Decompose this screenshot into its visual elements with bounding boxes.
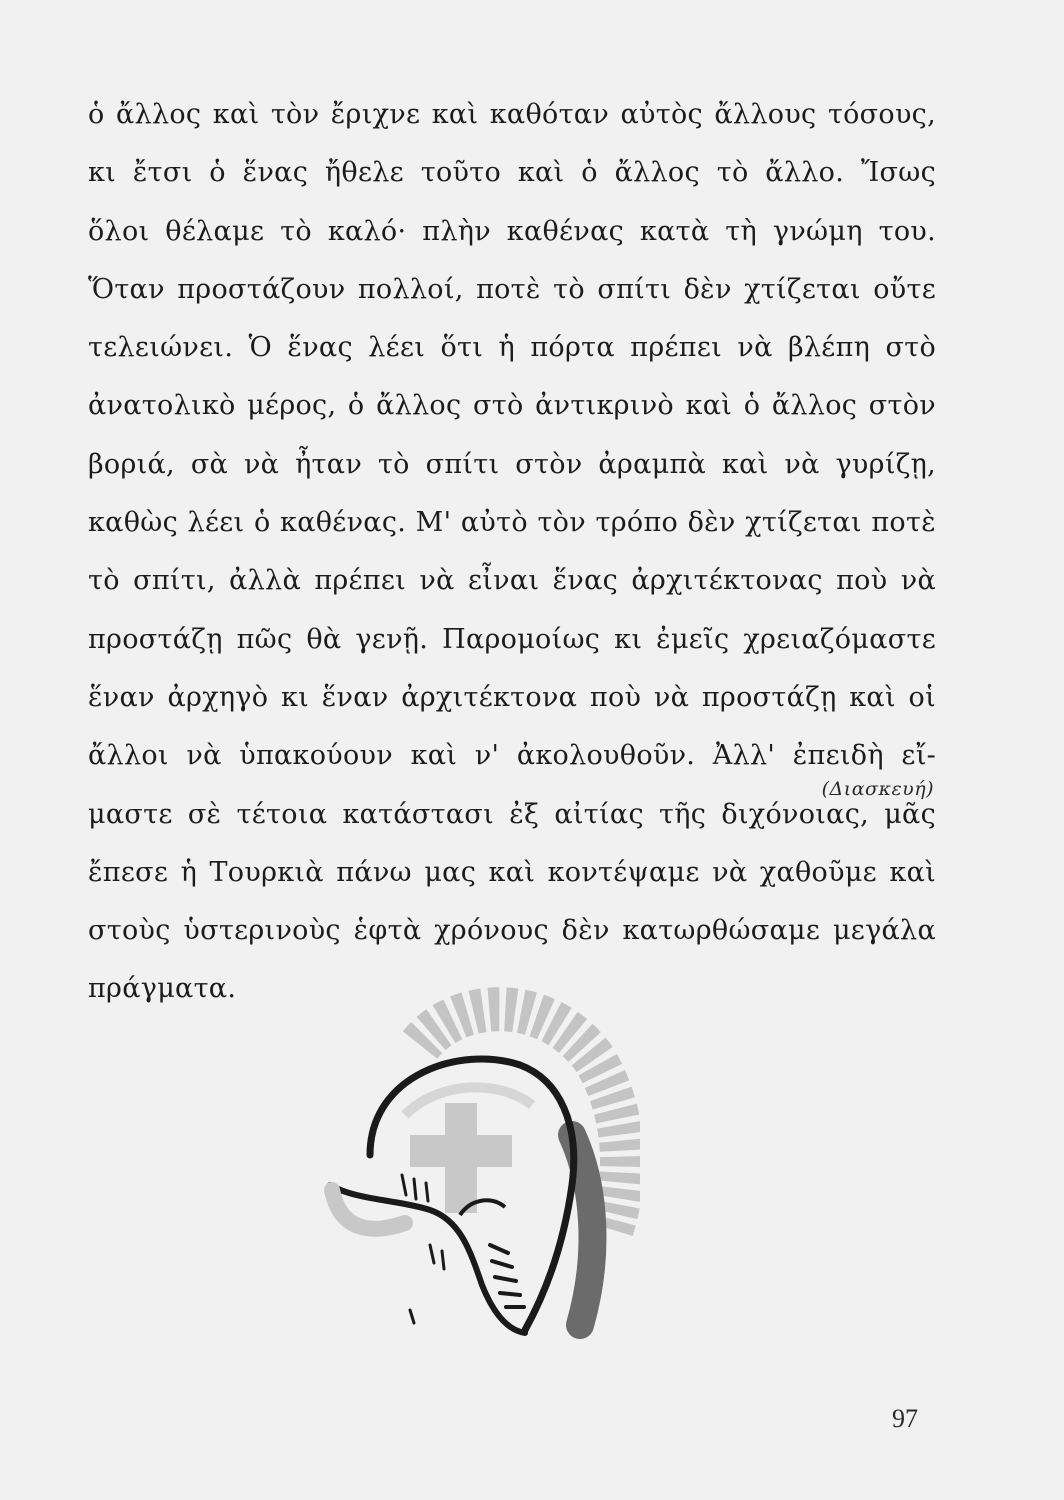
text-line: καθὼς λέει ὁ καθένας. Μ' αὐτὸ τὸν τρόπο δὲν χτίζεται ποτὲ <box>88 507 936 539</box>
page-number: 97 <box>892 1404 918 1433</box>
text-line: τελειώνει. Ὁ ἕνας λέει ὅτι ἡ πόρτα πρέπει νὰ βλέπη στὸ <box>88 332 936 364</box>
corinthian-helmet-with-cross-icon <box>310 985 640 1365</box>
main-paragraph <box>88 86 936 1019</box>
text-line: ὁ ἄλλος καὶ τὸν ἔριχνε καὶ καθόταν αὐτὸς ἄλλους τόσους, <box>88 99 936 130</box>
cross-emblem <box>410 1103 512 1213</box>
text-line: τὸ σπίτι, ἀλλὰ πρέπει νὰ εἶναι ἕνας ἀρχιτέκτονας ποὺ νὰ <box>88 565 936 597</box>
text-line: στοὺς ὑστερινοὺς ἑφτὰ χρόνους δὲν κατωρθώσαμε μεγάλα <box>88 915 936 947</box>
text-line: ὅλοι θέλαμε τὸ καλό· πλὴν καθένας κατὰ τὴ γνώμη του. <box>88 215 936 247</box>
text-line: ἔπεσε ἡ Τουρκιὰ πάνω μας καὶ κοντέψαμε νὰ χαθοῦμε καὶ <box>88 856 936 888</box>
text-line: ἄλλοι νὰ ὑπακούουν καὶ ν' ἀκολουθοῦν. Ἀλλ' ἐπειδὴ εἴ- <box>88 740 936 772</box>
text-line: Ὅταν προστάζουν πολλοί, ποτὲ τὸ σπίτι δὲν χτίζεται οὔτε <box>88 273 936 305</box>
text-line: πράγματα. <box>88 973 237 1005</box>
text-line: βοριά, σὰ νὰ ἦταν τὸ σπίτι στὸν ἀραμπὰ καὶ νὰ γυρίζῃ, <box>88 448 936 480</box>
cheek-guard <box>330 1185 525 1333</box>
text-line: ἕναν ἀρχηγὸ κι ἕναν ἀρχιτέκτονα ποὺ νὰ προστάζῃ καὶ οἱ <box>88 681 936 713</box>
text-line: προστάζῃ πῶς θὰ γενῇ. Παρομοίως κι ἐμεῖς χρειαζόμαστε <box>88 623 936 655</box>
text-line: κι ἔτσι ὁ ἕνας ἤθελε τοῦτο καὶ ὁ ἄλλος τὸ ἄλλο. Ἴσως <box>88 157 936 189</box>
text-line: μαστε σὲ τέτοια κατάστασι ἐξ αἰτίας τῆς διχόνοιας, μᾶς <box>88 798 936 830</box>
text-line: ἀνατολικὸ μέρος, ὁ ἄλλος στὸ ἀντικρινὸ καὶ ὁ ἄλλος στὸν <box>88 390 936 422</box>
source-attribution: (Διασκευή) <box>821 778 934 800</box>
